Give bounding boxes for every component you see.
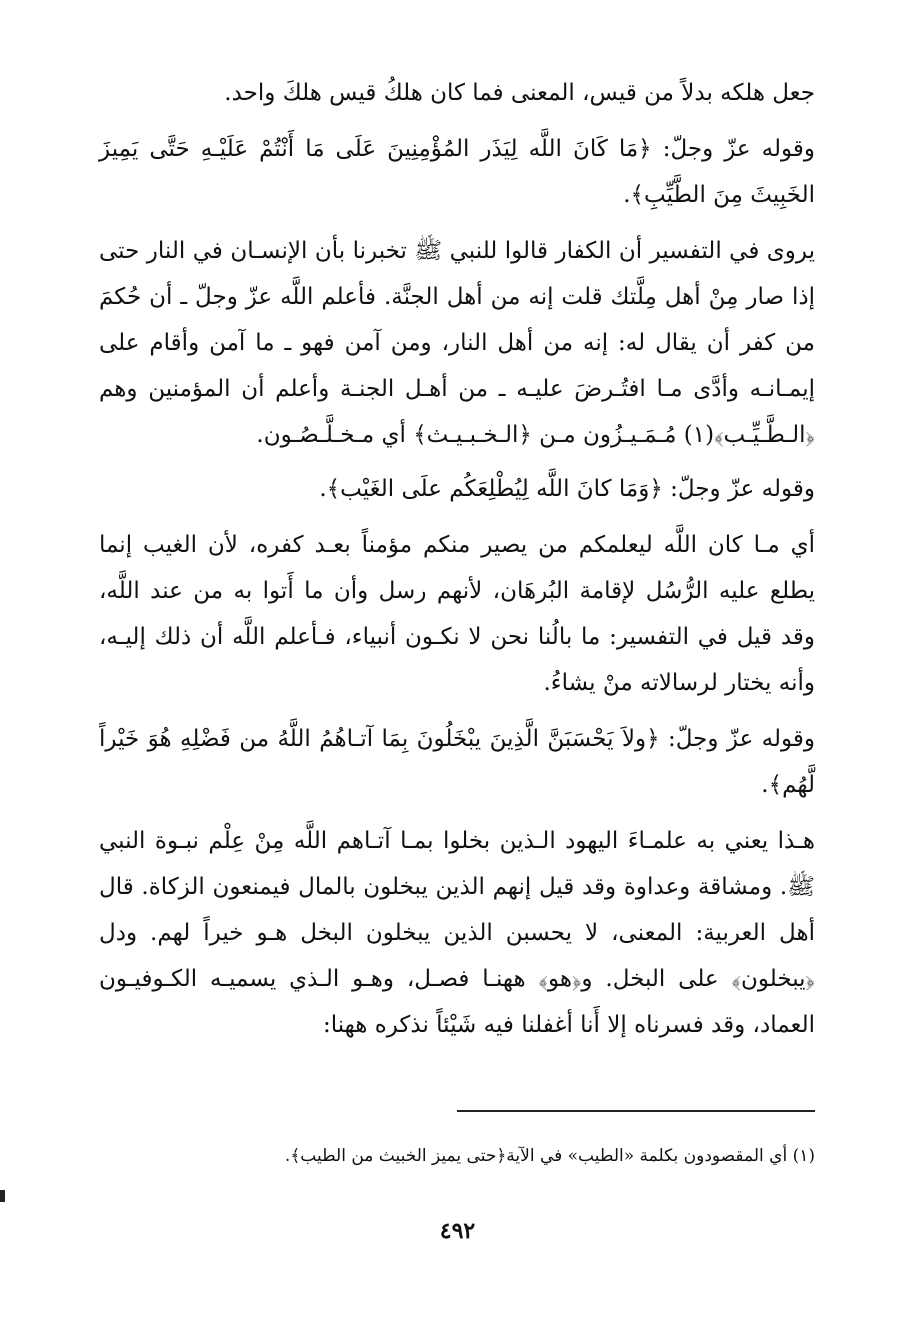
paragraph-2: وقوله عزّ وجلّ: ﴿مَا كَانَ اللَّه لِيَذَر المُؤْمِنِينَ عَلَى مَا أَنْتُمْ عَلَيْـهِ حَتَّى يَمِيزَ الخَبِيثَ مِنَ الطَّيِّبِ﴾. — [99, 136, 815, 208]
paragraph-6: وقوله عزّ وجلّ: ﴿ولاَ يَحْسَبَنَّ الَّذِينَ يبْخَلُونَ بِمَا آتـاهُمُ اللَّهُ من فَضْلِهِ هُوَ خَيْراً لَّهُم﴾. — [99, 726, 815, 798]
paragraph-3: يروى في التفسير أن الكفار قالوا للنبي ﷺ تخبرنا بأن الإنسـان في النار حتى إذا صار مِنْ أهل مِلَّتك قلت إنه من أهل الجنَّة. فأعلم اللَّه عزّ وجلّ ـ أن حُكمَ من كفر أن يقال له: إنه من أهل النار، ومن آمن فهو ـ ما آمن وأقام على إيمـانـه وأدَّى مـا افتُـرضَ عليـه ـ من أهـل الجنـة وأعلم أن المؤمنين وهم ﴿الـطَّـيِّـب﴾(١) مُـمَـيـزُون مـن ﴿الـخـبـيـث﴾ أي مـخـلَّـصُـون. — [99, 238, 815, 448]
footnote: (١) أي المقصودون بكلمة «الطيب» في الآية﴿حتى يميز الخبيث من الطيب﴾. — [284, 1146, 815, 1166]
paragraph-1: جعل هلكه بدلاً من قيس، المعنى فما كان هلكُ قيس هلكَ واحد. — [224, 80, 815, 106]
page-number: ٤٩٢ — [439, 1218, 476, 1244]
scan-edge-mark — [0, 1190, 5, 1202]
paragraph-7: هـذا يعني به علمـاءَ اليهود الـذين بخلوا بمـا آتـاهم اللَّه مِنْ عِلْم نبـوة النبي ﷺ. ومشاقة وعداوة وقد قيل إنهم الذين يبخلون بالمال فيمنعون الزكاة. قال أهل العربية: المعنى، لا يحسبن الذين يبخلون البخل هـو خيراً لهم. ودل ﴿يبخلون﴾ على البخل. و﴿هو﴾ ههنـا فصـل، وهـو الـذي يسميـه الكـوفيـون العماد، وقد فسرناه إلا أَنا أغفلنا فيه شَيْئاً نذكره ههنا: — [99, 828, 815, 1038]
main-text — [99, 70, 815, 1048]
paragraph-5: أي مـا كان اللَّه ليعلمكم من يصير منكم مؤمناً بعـد كفره، لأن الغيب إنما يطلع عليه الرُّسُل لإقامة البُرهَان، لأنهم رسل وأن ما أَتوا به من عند اللَّه، وقد قيل في التفسير: ما بالُنا نحن لا نكـون أنبياء، فـأعلم اللَّه أن ذلك إليـه، وأنه يختار لرسالاته منْ يشاءُ. — [99, 532, 815, 696]
footnote-divider — [457, 1110, 815, 1112]
paragraph-4: وقوله عزّ وجلّ: ﴿وَمَا كانَ اللَّه لِيُطْلِعَكُم علَى الغَيْب﴾. — [319, 476, 815, 502]
